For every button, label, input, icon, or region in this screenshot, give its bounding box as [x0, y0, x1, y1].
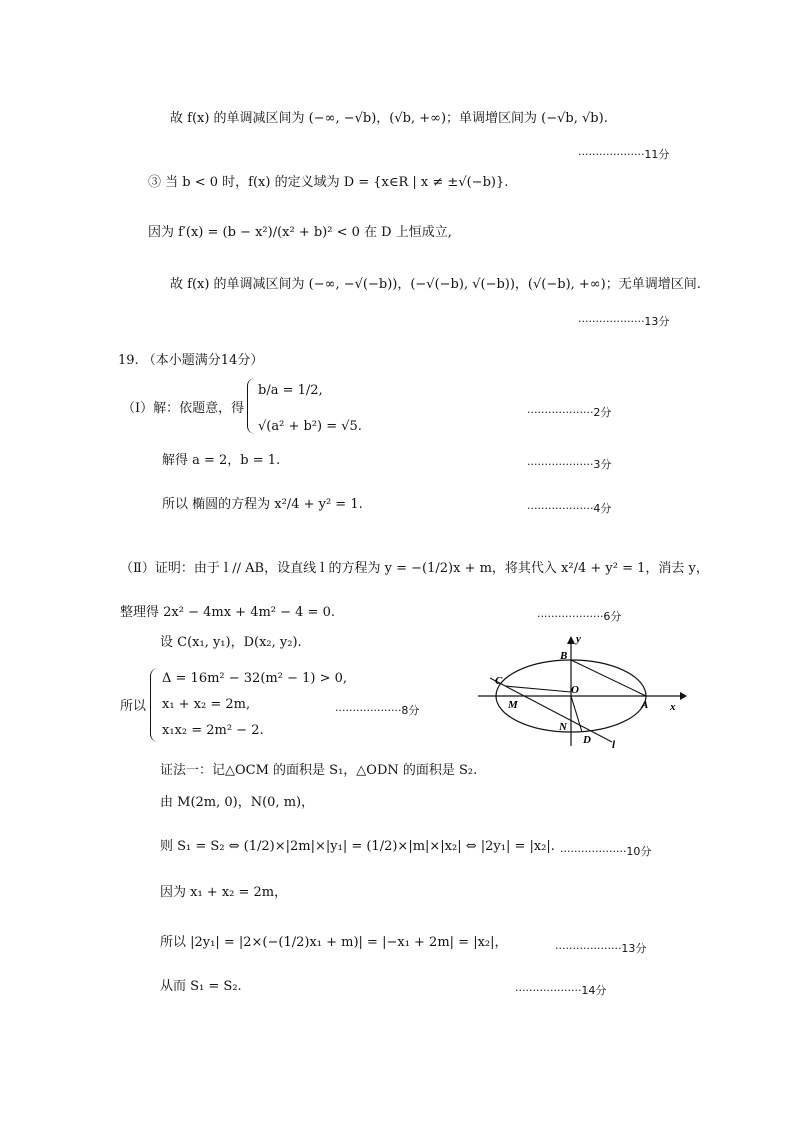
score-mark: ···················8分 [335, 704, 420, 717]
text-line: （Ⅱ）证明：由于 l // AB，设直线 l 的方程为 y = −(1/2)x + m，将其代入 x²/4 + y² = 1，消去 y， [120, 561, 709, 576]
score-mark: ···················14分 [515, 984, 607, 997]
label-B: B [560, 650, 568, 662]
text-line: 因为 x₁ + x₂ = 2m， [160, 885, 288, 900]
label-C: C [495, 675, 503, 687]
label-N: N [559, 721, 567, 733]
text-label: 所以 [120, 699, 147, 714]
text-line: ③ 当 b < 0 时，f(x) 的定义域为 D = {x∈R | x ≠ ±√(−b)}. [148, 175, 509, 190]
text-line: 证法一：记△OCM 的面积是 S₁，△ODN 的面积是 S₂. [160, 763, 478, 778]
text-line: 设 C(x₁, y₁)，D(x₂, y₂). [160, 635, 302, 650]
text-line: 故 f(x) 的单调减区间为 (−∞, −√(−b))，(−√(−b), √(−b))，(√(−b), +∞)；无单调增区间. [170, 277, 701, 292]
score-mark: ···················13分 [578, 315, 670, 328]
label-l: l [612, 739, 616, 751]
score-mark: ···················6分 [537, 610, 622, 623]
equation: x₁x₂ = 2m² − 2. [162, 723, 264, 738]
text-line: 则 S₁ = S₂ ⇔ (1/2)×|2m|×|y₁| = (1/2)×|m|×|x₂| ⇔ |2y₁| = |x₂|. [160, 839, 555, 854]
text-line: 整理得 2x² − 4mx + 4m² − 4 = 0. [120, 605, 335, 620]
text-line: 所以 |2y₁| = |2×(−(1/2)x₁ + m)| = |−x₁ + 2m| = |x₂|， [160, 935, 508, 950]
brace [247, 378, 256, 434]
label-y: y [576, 633, 581, 645]
score-mark: ···················2分 [527, 406, 612, 419]
score-mark: ···················3分 [527, 458, 612, 471]
x-axis-arrow [680, 692, 687, 700]
question-header: 19. （本小题满分14分） [118, 353, 264, 368]
equation: √(a² + b²) = √5. [258, 419, 362, 434]
ellipse-figure [476, 630, 686, 750]
score-mark: ···················13分 [555, 942, 647, 955]
text-line: 因为 f′(x) = (b − x²)/(x² + b)² < 0 在 D 上恒成立, [148, 225, 452, 240]
y-axis-arrow [567, 636, 575, 644]
text-line: 所以 椭圆的方程为 x²/4 + y² = 1. [162, 497, 363, 512]
label-x: x [670, 701, 676, 713]
label-A: A [641, 699, 649, 711]
brace [150, 668, 159, 742]
label-M: M [508, 699, 518, 711]
text-line: 故 f(x) 的单调减区间为 (−∞, −√b)，(√b, +∞)；单调增区间为 (−√b, √b). [170, 111, 608, 126]
segment-AB [571, 660, 646, 696]
segment-OD [571, 696, 582, 732]
equation: b/a = 1/2, [258, 383, 323, 398]
text-line: 解得 a = 2，b = 1. [162, 453, 281, 468]
equation: x₁ + x₂ = 2m, [162, 697, 251, 712]
score-mark: ···················4分 [527, 502, 612, 515]
label-D: D [583, 734, 591, 746]
label-O: O [571, 684, 579, 696]
text-line: 由 M(2m, 0)，N(0, m)， [160, 795, 315, 810]
text-line: （Ⅰ）解：依题意，得 [122, 401, 245, 416]
text-line: 从而 S₁ = S₂. [160, 979, 242, 994]
score-mark: ···················10分 [560, 845, 652, 858]
score-mark: ···················11分 [578, 148, 670, 161]
equation: Δ = 16m² − 32(m² − 1) > 0, [162, 671, 347, 686]
